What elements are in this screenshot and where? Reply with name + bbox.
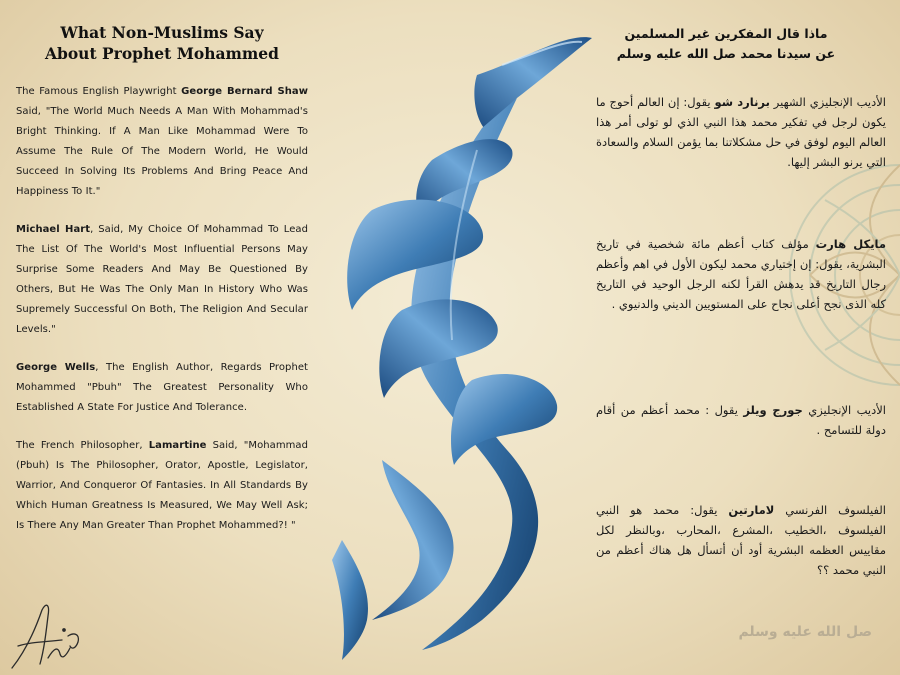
name-lamartine: Lamartine bbox=[148, 440, 207, 451]
arabic-name-lamartine: لامارتين bbox=[728, 503, 775, 517]
arabic-quote-shaw: الأديب الإنجليزي الشهير برنارد شو يقول: إن العالم أحوج ما يكون لرجل في تفكير محمد هذا النبي الذي لو تولى أمر هذا العالم اليوم لوفق في حل مشكلاتنا بما يؤمن السلام والسعادة التي يرنو البشر إليها. bbox=[596, 95, 886, 169]
arabic-title-line1: ماذا قال المفكرين غير المسلمين bbox=[624, 26, 828, 41]
english-title-line1: What Non-Muslims Say bbox=[60, 23, 264, 42]
arabic-quote-hart: مايكل هارت مؤلف كتاب أعظم مائة شخصية في تاريخ البشرية، يقول: إن إختياري محمد ليكون الأول في اهم وأعظم رجال التاريخ قد يدهش القرأ لكنه الرجل الوحيد في التاريخ كله الذى نجح أعلى نجاح على المستويين الديني والدنيوي . bbox=[596, 237, 886, 311]
english-quote-wells: George Wells, The English Author, Regards Prophet Mohammed "Pbuh" The Greatest Personality Who Established A State For Justice And Tolerance. bbox=[16, 362, 309, 413]
name-wells: George Wells bbox=[16, 362, 96, 373]
name-shaw: George Bernard Shaw bbox=[181, 86, 308, 97]
arabic-title bbox=[596, 24, 856, 64]
arabic-column bbox=[596, 24, 886, 577]
salawat-text: صل الله عليه وسلم bbox=[738, 624, 872, 640]
arabic-quote-wells: الأديب الإنجليزي جورج ويلز يقول : محمد أعظم من أقام دولة للتسامح . bbox=[596, 403, 886, 437]
arabic-name-hart: مايكل هارت bbox=[815, 237, 886, 251]
english-quote-hart: Michael Hart, Said, My Choice Of Mohammad To Lead The List Of The World's Most Influential Persons May Surprise Some Readers And May Be Questioned By Others, But He Was The Only Man In History Who Was Supremely Successful On Both, The Religion And Secular Levels." bbox=[16, 224, 308, 335]
muhammad-calligraphy-icon bbox=[312, 20, 602, 660]
arabic-quote-lamartine: الفيلسوف الفرنسي لامارتين يقول: محمد هو النبي الفيلسوف ،الخطيب ،المشرع ،المحارب ،وبالنظر لكل مقاييس العظمه البشرية أود أن أتسأل هل هناك أعظم من النبي محمد ؟؟ bbox=[596, 503, 886, 577]
arabic-title-line2: عن سيدنا محمد صل الله عليه وسلم bbox=[616, 46, 836, 61]
english-quote-shaw: The Famous English Playwright George Bernard Shaw Said, "The World Much Needs A Man With Mohammad's Bright Thinking. If A Man Like Mohammad Were To Assume The Rule Of The Modern World, He Would Succeed In Solving Its Problems And Bring Peace And Happiness To It." bbox=[16, 86, 308, 197]
english-column bbox=[16, 22, 308, 554]
arabic-name-shaw: برنارد شو bbox=[714, 95, 770, 109]
english-title-line2: About Prophet Mohammed bbox=[44, 44, 280, 63]
english-quote-lamartine: The French Philosopher, Lamartine Said, "Mohammad (Pbuh) Is The Philosopher, Orator, Apostle, Legislator, Warrior, And Conqueror Of Fantasies. In All Standards By Which Human Greatness Is Measured, We May Well Ask; Is There Any Man Greater Than Prophet Mohammed?! " bbox=[16, 440, 308, 531]
arabic-name-wells: جورج ويلز bbox=[743, 403, 803, 417]
name-hart: Michael Hart bbox=[16, 224, 91, 235]
signature-icon bbox=[4, 598, 96, 673]
english-title bbox=[16, 22, 308, 64]
